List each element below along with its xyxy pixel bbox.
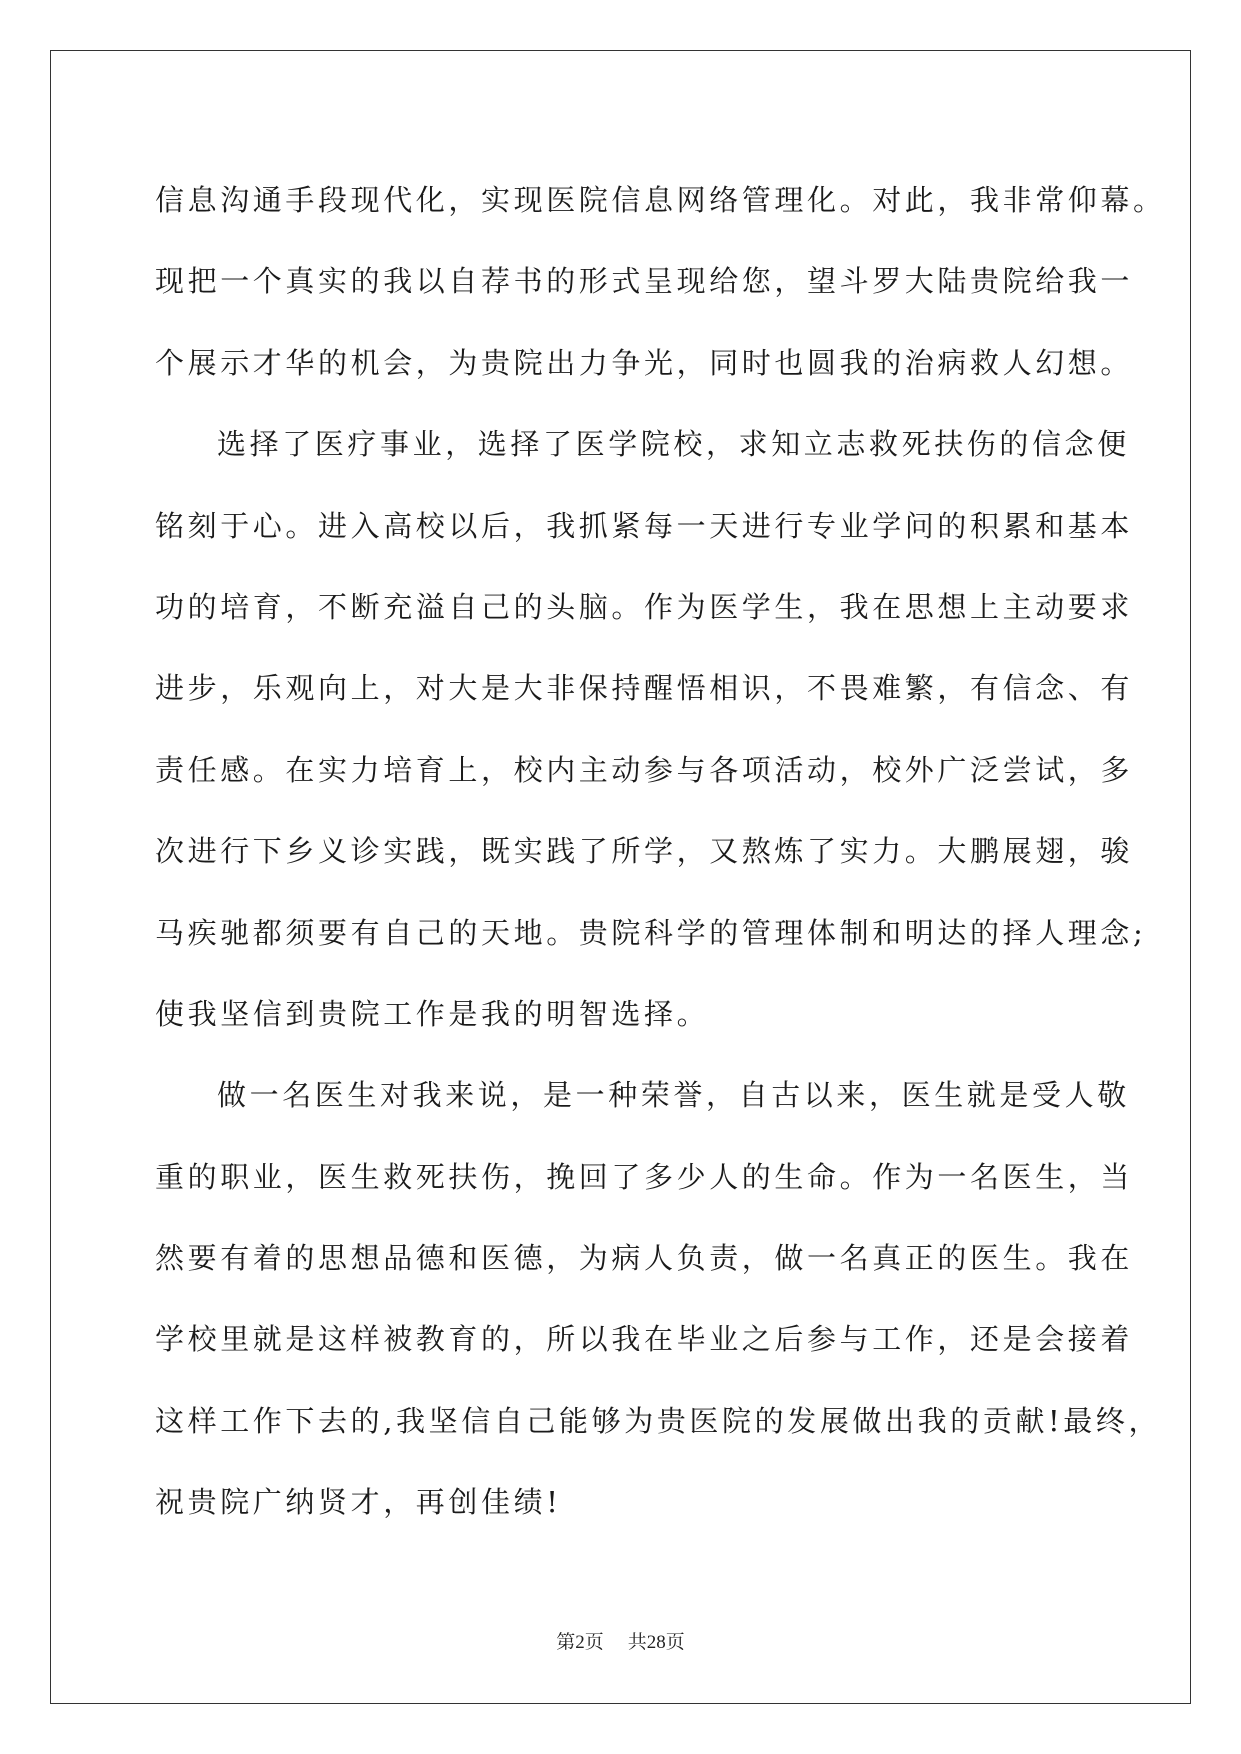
text-line: 学校里就是这样被教育的，所以我在毕业之后参与工作，还是会接着 xyxy=(155,1322,1134,1357)
text-line: 做一名医生对我来说，是一种荣誉，自古以来，医生就是受人敬 xyxy=(217,1078,1130,1113)
body-text xyxy=(155,160,1166,1544)
page-footer xyxy=(0,1627,1241,1654)
text-line: 个展示才华的机会，为贵院出力争光，同时也圆我的治病救人幻想。 xyxy=(155,345,1134,380)
text-line: 重的职业，医生救死扶伤，挽回了多少人的生命。作为一名医生，当 xyxy=(155,1159,1134,1194)
text-line: 然要有着的思想品德和医德，为病人负责，做一名真正的医生。我在 xyxy=(155,1241,1134,1276)
text-line: 祝贵院广纳贤才，再创佳绩! xyxy=(155,1485,562,1520)
text-line: 功的培育，不断充溢自己的头脑。作为医学生，我在思想上主动要求 xyxy=(155,589,1134,624)
page-number: 第2页 xyxy=(556,1632,604,1653)
text-line: 信息沟通手段现代化，实现医院信息网络管理化。对此，我非常仰幕。 xyxy=(155,183,1166,217)
text-line: 使我坚信到贵院工作是我的明智选择。 xyxy=(155,996,710,1031)
text-line: 现把一个真实的我以自荐书的形式呈现给您，望斗罗大陆贵院给我一 xyxy=(155,264,1134,299)
text-line: 选择了医疗事业，选择了医学院校，求知立志救死扶伤的信念便 xyxy=(217,427,1130,462)
text-line: 马疾驰都须要有自己的天地。贵院科学的管理体制和明达的择人理念; xyxy=(155,915,1147,950)
text-line: 这样工作下去的,我坚信自己能够为贵医院的发展做出我的贡献!最终， xyxy=(155,1403,1162,1438)
text-line: 进步，乐观向上，对大是大非保持醒悟相识，不畏难繁，有信念、有 xyxy=(155,671,1134,706)
text-line: 责任感。在实力培育上，校内主动参与各项活动，校外广泛尝试，多 xyxy=(155,752,1134,787)
text-line: 铭刻于心。进入高校以后，我抓紧每一天进行专业学问的积累和基本 xyxy=(155,508,1134,543)
text-line: 次进行下乡义诊实践，既实践了所学，又熬炼了实力。大鹏展翅，骏 xyxy=(155,834,1134,869)
page-total: 共28页 xyxy=(627,1632,685,1653)
